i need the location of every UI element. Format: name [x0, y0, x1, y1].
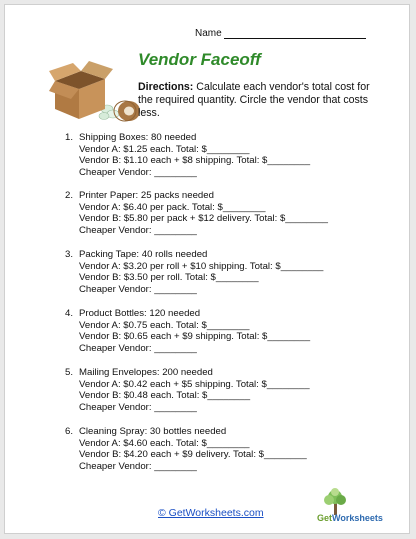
problem-item	[65, 249, 365, 296]
problem-number: 5.	[65, 367, 74, 378]
problem-title: Shipping Boxes: 80 needed	[79, 132, 197, 143]
problem-title: Mailing Envelopes: 200 needed	[79, 367, 213, 378]
problem-title: Product Bottles: 120 needed	[79, 308, 201, 319]
getworksheets-link[interactable]: © GetWorksheets.com	[158, 507, 264, 519]
cheaper-vendor-line[interactable]: Cheaper Vendor: ________	[79, 167, 197, 179]
cheaper-vendor-line[interactable]: Cheaper Vendor: ________	[79, 225, 197, 237]
vendor-a-line[interactable]: Vendor A: $1.25 each. Total: $________	[79, 143, 250, 155]
problem-item	[65, 426, 365, 473]
cheaper-vendor-line[interactable]: Cheaper Vendor: ________	[79, 343, 197, 355]
vendor-b-line[interactable]: Vendor B: $0.65 each + $9 shipping. Total: $________	[79, 331, 311, 343]
logo-text-worksheets: Worksheets	[332, 513, 383, 523]
directions-text	[138, 81, 374, 120]
vendor-b-line[interactable]: Vendor B: $0.48 each. Total: $________	[79, 390, 251, 402]
vendor-a-line[interactable]: Vendor A: $4.60 each. Total: $________	[79, 437, 250, 449]
vendor-b-line[interactable]: Vendor B: $4.20 each + $9 delivery. Total: $________	[79, 449, 307, 461]
vendor-a-line[interactable]: Vendor A: $3.20 per roll + $10 shipping. Total: $________	[79, 260, 324, 272]
problem-item	[65, 190, 365, 237]
vendor-a-line[interactable]: Vendor A: $0.42 each + $5 shipping. Total: $________	[79, 378, 310, 390]
page-title: Vendor Faceoff	[138, 50, 261, 69]
vendor-a-line[interactable]: Vendor A: $6.40 per pack. Total: $________	[79, 201, 266, 213]
problem-number: 4.	[65, 308, 74, 319]
problem-number: 1.	[65, 132, 74, 143]
problem-number: 6.	[65, 426, 74, 437]
cardboard-box-illustration	[49, 59, 141, 123]
problem-number: 2.	[65, 190, 74, 201]
directions-body: Calculate each vendor's total cost for the required quantity. Circle the vendor that costs less.	[138, 81, 370, 119]
cheaper-vendor-line[interactable]: Cheaper Vendor: ________	[79, 402, 197, 414]
worksheet-page	[4, 4, 410, 534]
cheaper-vendor-line[interactable]: Cheaper Vendor: ________	[79, 284, 197, 296]
logo-wordmark	[317, 513, 383, 523]
problem-title: Cleaning Spray: 30 bottles needed	[79, 426, 227, 437]
tape-roll-icon	[114, 101, 140, 121]
vendor-b-line[interactable]: Vendor B: $1.10 each + $8 shipping. Total: $________	[79, 155, 311, 167]
vendor-a-line[interactable]: Vendor A: $0.75 each. Total: $________	[79, 319, 250, 331]
name-field	[195, 28, 366, 39]
name-label: Name	[195, 28, 222, 39]
vendor-b-line[interactable]: Vendor B: $3.50 per roll. Total: $________	[79, 272, 259, 284]
problem-title: Packing Tape: 40 rolls needed	[79, 249, 208, 260]
cheaper-vendor-line[interactable]: Cheaper Vendor: ________	[79, 461, 197, 473]
vendor-b-line[interactable]: Vendor B: $5.80 per pack + $12 delivery. Total: $________	[79, 213, 328, 225]
problem-number: 3.	[65, 249, 74, 260]
problem-item	[65, 367, 365, 414]
directions-label: Directions:	[138, 81, 194, 93]
problem-item	[65, 132, 365, 179]
problem-title: Printer Paper: 25 packs needed	[79, 190, 214, 201]
problem-item	[65, 308, 365, 355]
name-blank-line[interactable]	[224, 28, 366, 39]
logo-text-get: Get	[317, 513, 333, 523]
